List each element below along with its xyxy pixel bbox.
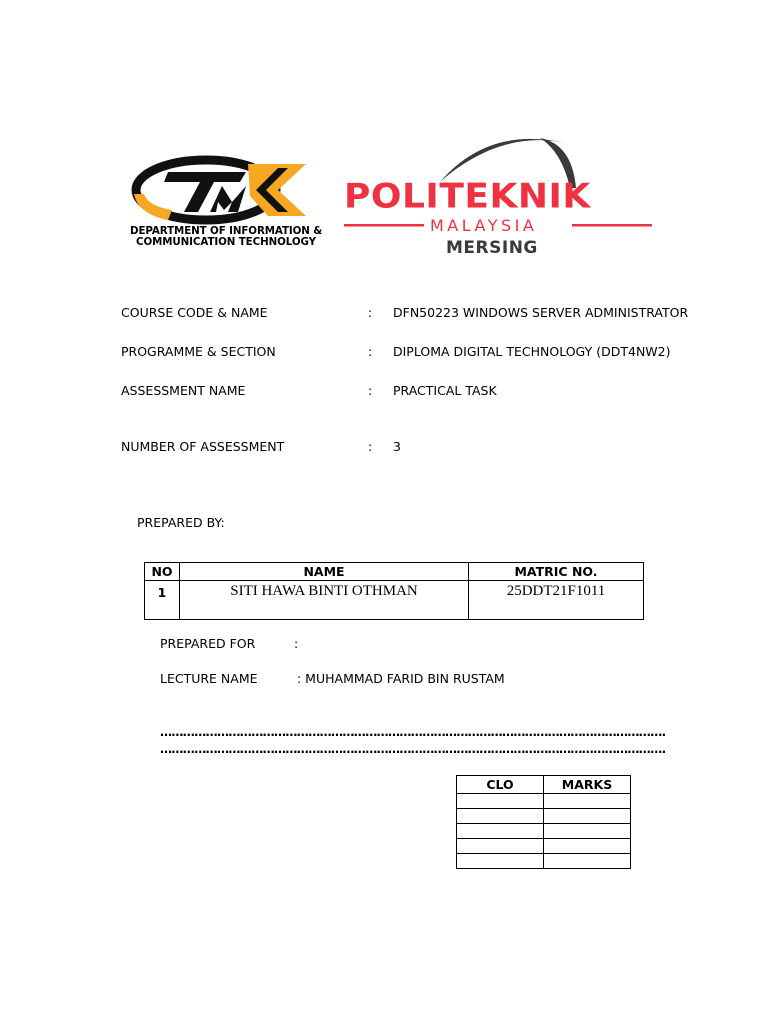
student-name-cell: SITI HAWA BINTI OTHMAN	[180, 581, 469, 620]
info-label: COURSE CODE & NAME	[121, 305, 268, 320]
lecture-value: : MUHAMMAD FARID BIN RUSTAM	[297, 671, 505, 686]
department-name-line2: COMMUNICATION TECHNOLOGY	[136, 236, 316, 248]
signature-dotted-line: …………………………………………………………………………………………………………………….	[160, 725, 666, 739]
info-colon: :	[368, 305, 373, 320]
prepared-for-label: PREPARED FOR	[160, 636, 256, 651]
department-name	[130, 226, 328, 248]
clo-cell	[457, 839, 544, 854]
prepared-for-colon: :	[294, 636, 299, 651]
clo-marks-table	[456, 775, 631, 869]
info-label: PROGRAMME & SECTION	[121, 344, 276, 359]
info-value: DFN50223 WINDOWS SERVER ADMINISTRATOR	[393, 305, 689, 320]
column-header-matric: MATRIC NO.	[469, 563, 644, 581]
table-row	[457, 854, 631, 869]
info-value: 3	[393, 439, 401, 454]
student-no-cell: 1	[145, 581, 180, 620]
column-header-marks: MARKS	[544, 776, 631, 794]
student-table	[144, 562, 644, 620]
table-row	[457, 839, 631, 854]
clo-cell	[457, 809, 544, 824]
clo-cell	[457, 854, 544, 869]
table-row	[457, 824, 631, 839]
marks-cell	[544, 839, 631, 854]
marks-cell	[544, 854, 631, 869]
info-label: ASSESSMENT NAME	[121, 383, 246, 398]
department-logo	[128, 150, 328, 250]
info-label: NUMBER OF ASSESSMENT	[121, 439, 285, 454]
politeknik-title: POLITEKNIK	[344, 177, 591, 216]
signature-dotted-line: …………………………………………………………………………………………………………………….	[160, 742, 666, 756]
politeknik-campus: MERSING	[446, 238, 538, 258]
politeknik-logo	[340, 130, 660, 265]
jtmk-emblem-icon	[128, 150, 328, 230]
info-colon: :	[368, 383, 373, 398]
info-colon: :	[368, 439, 373, 454]
info-value: DIPLOMA DIGITAL TECHNOLOGY (DDT4NW2)	[393, 344, 671, 359]
clo-cell	[457, 824, 544, 839]
info-colon: :	[368, 344, 373, 359]
student-matric-cell: 25DDT21F1011	[469, 581, 644, 620]
prepared-by-heading: PREPARED BY:	[137, 515, 225, 530]
lecture-label: LECTURE NAME	[160, 671, 258, 686]
prepared-for-row	[160, 636, 299, 651]
table-header-row	[457, 776, 631, 794]
info-value: PRACTICAL TASK	[393, 383, 497, 398]
lecture-row	[160, 671, 505, 686]
marks-cell	[544, 794, 631, 809]
clo-cell	[457, 794, 544, 809]
marks-cell	[544, 809, 631, 824]
table-row	[145, 581, 644, 620]
column-header-clo: CLO	[457, 776, 544, 794]
column-header-name: NAME	[180, 563, 469, 581]
table-row	[457, 809, 631, 824]
department-name-line1: DEPARTMENT OF INFORMATION &	[130, 225, 323, 237]
table-header-row	[145, 563, 644, 581]
marks-cell	[544, 824, 631, 839]
politeknik-country: MALAYSIA	[430, 216, 538, 235]
table-row	[457, 794, 631, 809]
column-header-no: NO	[145, 563, 180, 581]
